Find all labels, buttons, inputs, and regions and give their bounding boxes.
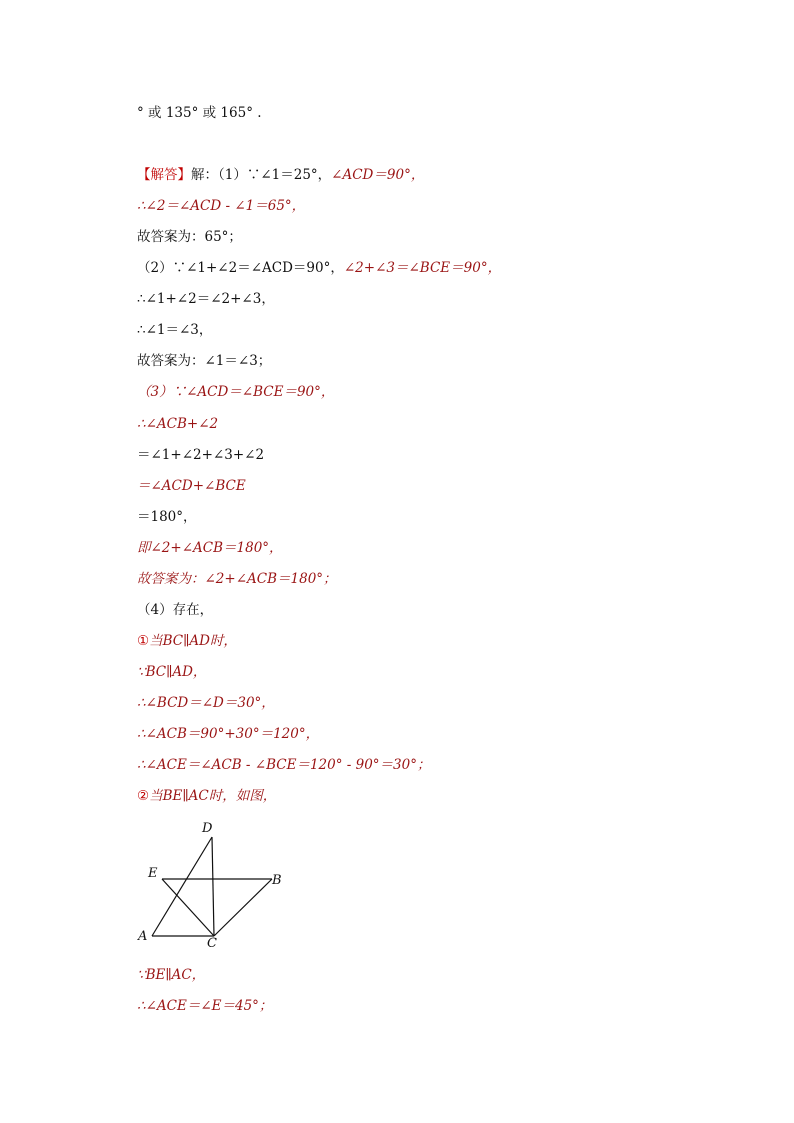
circled-number-1: ①	[137, 633, 150, 649]
text-line: ∴∠ACE＝∠ACB - ∠BCE＝120° - 90°＝30°；	[137, 757, 431, 773]
text-line: 故答案为：65°；	[137, 229, 242, 245]
text-line: ∴∠ACB+∠2	[137, 416, 219, 432]
text-line: ° 或 135° 或 165° .	[137, 105, 262, 121]
geometry-figure	[130, 815, 300, 955]
text-line: 即∠2+∠ACB＝180°，	[137, 540, 283, 556]
text-line: ∴∠2＝∠ACD - ∠1＝65°，	[137, 198, 306, 214]
text-line: ∴∠1＝∠3，	[137, 322, 213, 338]
circled-number-2: ②	[137, 788, 150, 804]
text-line: ＝180°，	[137, 509, 197, 525]
text-line: （3）∵∠ACD＝∠BCE＝90°，	[137, 384, 335, 400]
text-line: ∵BE∥AC，	[137, 967, 206, 983]
text-line: ∴∠BCD＝∠D＝30°，	[137, 695, 275, 711]
text-line: ②当BE∥AC时，如图，	[137, 788, 277, 804]
label-b: B	[272, 873, 282, 888]
segment-dc	[212, 837, 214, 936]
text-line: ∴∠ACE＝∠E＝45°；	[137, 998, 273, 1014]
text-line: ①当BC∥AD时，	[137, 633, 237, 649]
answer-heading-line: 【解答】解：（1）∵∠1＝25°，∠ACD＝90°，	[137, 167, 425, 183]
text-line: ＝∠ACD+∠BCE	[137, 478, 246, 494]
text-line: 故答案为：∠2+∠ACB＝180°；	[137, 571, 337, 587]
label-d: D	[202, 821, 213, 836]
label-e: E	[148, 866, 158, 881]
text-line: ∴∠ACB＝90°+30°＝120°，	[137, 726, 320, 742]
answer-tag: 【解答】	[137, 167, 191, 183]
text-line: ＝∠1+∠2+∠3+∠2	[137, 447, 265, 463]
text-line: （4）存在，	[137, 602, 214, 618]
text-line: （2）∵∠1+∠2＝∠ACD＝90°，∠2+∠3＝∠BCE＝90°，	[137, 260, 502, 276]
segment-cb	[214, 879, 272, 936]
segment-ad	[152, 837, 212, 936]
text-line: 故答案为：∠1＝∠3；	[137, 353, 272, 369]
text-line: ∵BC∥AD，	[137, 664, 207, 680]
label-a: A	[138, 929, 148, 944]
text-line: ∴∠1+∠2＝∠2+∠3，	[137, 291, 275, 307]
label-c: C	[207, 936, 217, 951]
